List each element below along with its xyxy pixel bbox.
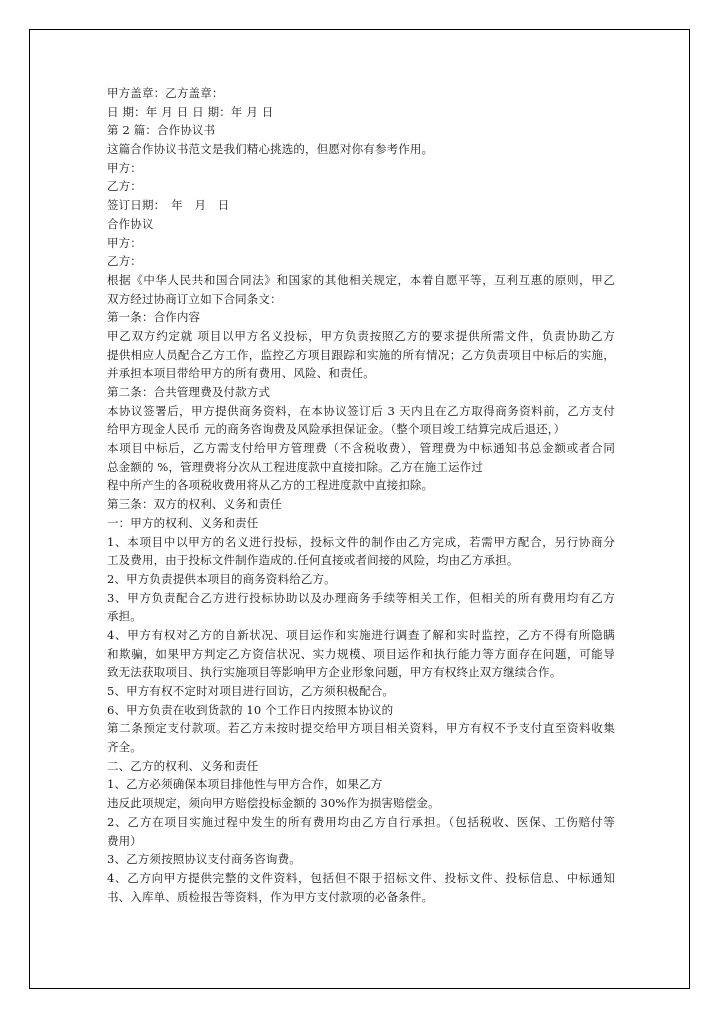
text-line: 1、本项目中以甲方的名义进行投标，投标文件的制作由乙方完成，若需甲方配合，另行协商分 bbox=[107, 534, 615, 549]
text-line: 第一条：合作内容 bbox=[107, 310, 201, 325]
text-line: 3、乙方须按照协议支付商务咨询费。 bbox=[107, 852, 301, 867]
text-line: 第二条：合共管理费及付款方式 bbox=[107, 385, 271, 399]
text-line: 乙方： bbox=[107, 254, 142, 269]
text-line: 1、乙方必须确保本项目排他性与甲方合作，如果乙方 bbox=[107, 777, 383, 792]
text-line: 根据《中华人民共和国合同法》和国家的其他相关规定，本着自愿平等，互利互惠的原则，甲乙 bbox=[107, 272, 615, 287]
text-line: 第 2 篇：合作协议书 bbox=[107, 123, 216, 138]
text-line: 二、乙方的权利、义务和责任 bbox=[107, 758, 259, 773]
text-line: 2、乙方在项目实施过程中发生的所有费用均由乙方自行承担。（包括税收、医保、工伤赔付等 bbox=[107, 814, 615, 829]
text-line: 5、甲方有权不定时对项目进行回访，乙方须积极配合。 bbox=[107, 684, 395, 698]
text-line: 并承担本项目带给甲方的所有费用、风险、和责任。 bbox=[107, 366, 375, 381]
text-line: 日 期：年 月 日 日 期：年 月 日 bbox=[107, 104, 274, 119]
text-line: 费用） bbox=[107, 833, 142, 848]
text-line: 提供相应人员配合乙方工作，监控乙方项目跟踪和实施的所有情况；乙方负责项目中标后的实施， bbox=[107, 347, 615, 362]
text-line: 致无法获取项目、执行实施项目等影响甲方企业形象问题，甲方有权终止双方继续合作。 bbox=[107, 665, 562, 680]
text-line: 双方经过协商订立如下合同条文： bbox=[107, 291, 282, 306]
text-line: 4、甲方有权对乙方的自新状况、项目运作和实施进行调查了解和实时监控，乙方不得有所隐瞒 bbox=[107, 627, 615, 642]
text-line: 违反此项规定，须向甲方赔偿投标金额的 30%作为损害赔偿金。 bbox=[107, 796, 440, 811]
text-line: 和欺骗，如果甲方判定乙方资信状况、实力规模、项目运作和执行能力等方面存在问题，可能导 bbox=[107, 646, 615, 661]
text-line: 3、甲方负责配合乙方进行投标协助以及办理商务手续等相关工作，但相关的所有费用均有乙方 bbox=[107, 590, 615, 605]
text-line: 合作协议 bbox=[107, 216, 154, 231]
text-line: 4、乙方向甲方提供完整的文件资料，包括但不限于招标文件、投标文件、投标信息、中标通知 bbox=[107, 870, 615, 885]
text-line: 6、甲方负责在收到货款的 10 个工作日内按照本协议的 bbox=[107, 702, 394, 717]
text-line: 签订日期： 年 月 日 bbox=[107, 198, 230, 213]
text-line: 2、甲方负责提供本项目的商务资料给乙方。 bbox=[107, 571, 336, 586]
text-line: 乙方： bbox=[107, 179, 142, 194]
text-line: 一：甲方的权利、义务和责任 bbox=[107, 515, 259, 530]
text-line: 本项目中标后，乙方需支付给甲方管理费（不含税收费），管理费为中标通知书总金额或者合同 bbox=[107, 441, 615, 456]
text-line: 第三条：双方的权利、义务和责任 bbox=[107, 497, 282, 512]
text-line: 甲方盖章：乙方盖章： bbox=[107, 86, 224, 100]
text-line: 甲方： bbox=[107, 235, 142, 250]
text-line: 给甲方现金人民币 元的商务咨询费及风险承担保证金。（整个项目竣工结算完成后退还，） bbox=[107, 422, 566, 437]
text-line: 总金额的 %，管理费将分次从工程进度款中直接扣除。乙方在施工运作过 bbox=[107, 459, 484, 474]
text-line: 齐全。 bbox=[107, 740, 142, 755]
text-line: 甲方： bbox=[107, 160, 142, 175]
text-line: 本协议签署后，甲方提供商务资料，在本协议签订后 3 天内且在乙方取得商务资料前，乙方支付 bbox=[107, 403, 615, 418]
text-line: 这篇合作协议书范文是我们精心挑选的，但愿对你有参考作用。 bbox=[107, 142, 434, 157]
text-line: 书、入库单、质检报告等资料，作为甲方支付款项的必备条件。 bbox=[107, 889, 434, 904]
text-line: 程中所产生的各项税收费用将从乙方的工程进度款中直接扣除。 bbox=[107, 478, 434, 493]
text-line: 承担。 bbox=[107, 609, 142, 624]
text-line: 甲乙双方约定就 项目以甲方名义投标，甲方负责按照乙方的要求提供所需文件，负责协助乙方 bbox=[107, 328, 615, 343]
text-line: 工及费用，由于投标文件制作造成的.任何直接或者间接的风险，均由乙方承担。 bbox=[107, 553, 519, 568]
text-line: 第二条预定支付款项。若乙方未按时提交给甲方项目相关资料，甲方有权不予支付直至资料收集 bbox=[107, 721, 615, 736]
document-body bbox=[107, 84, 615, 906]
